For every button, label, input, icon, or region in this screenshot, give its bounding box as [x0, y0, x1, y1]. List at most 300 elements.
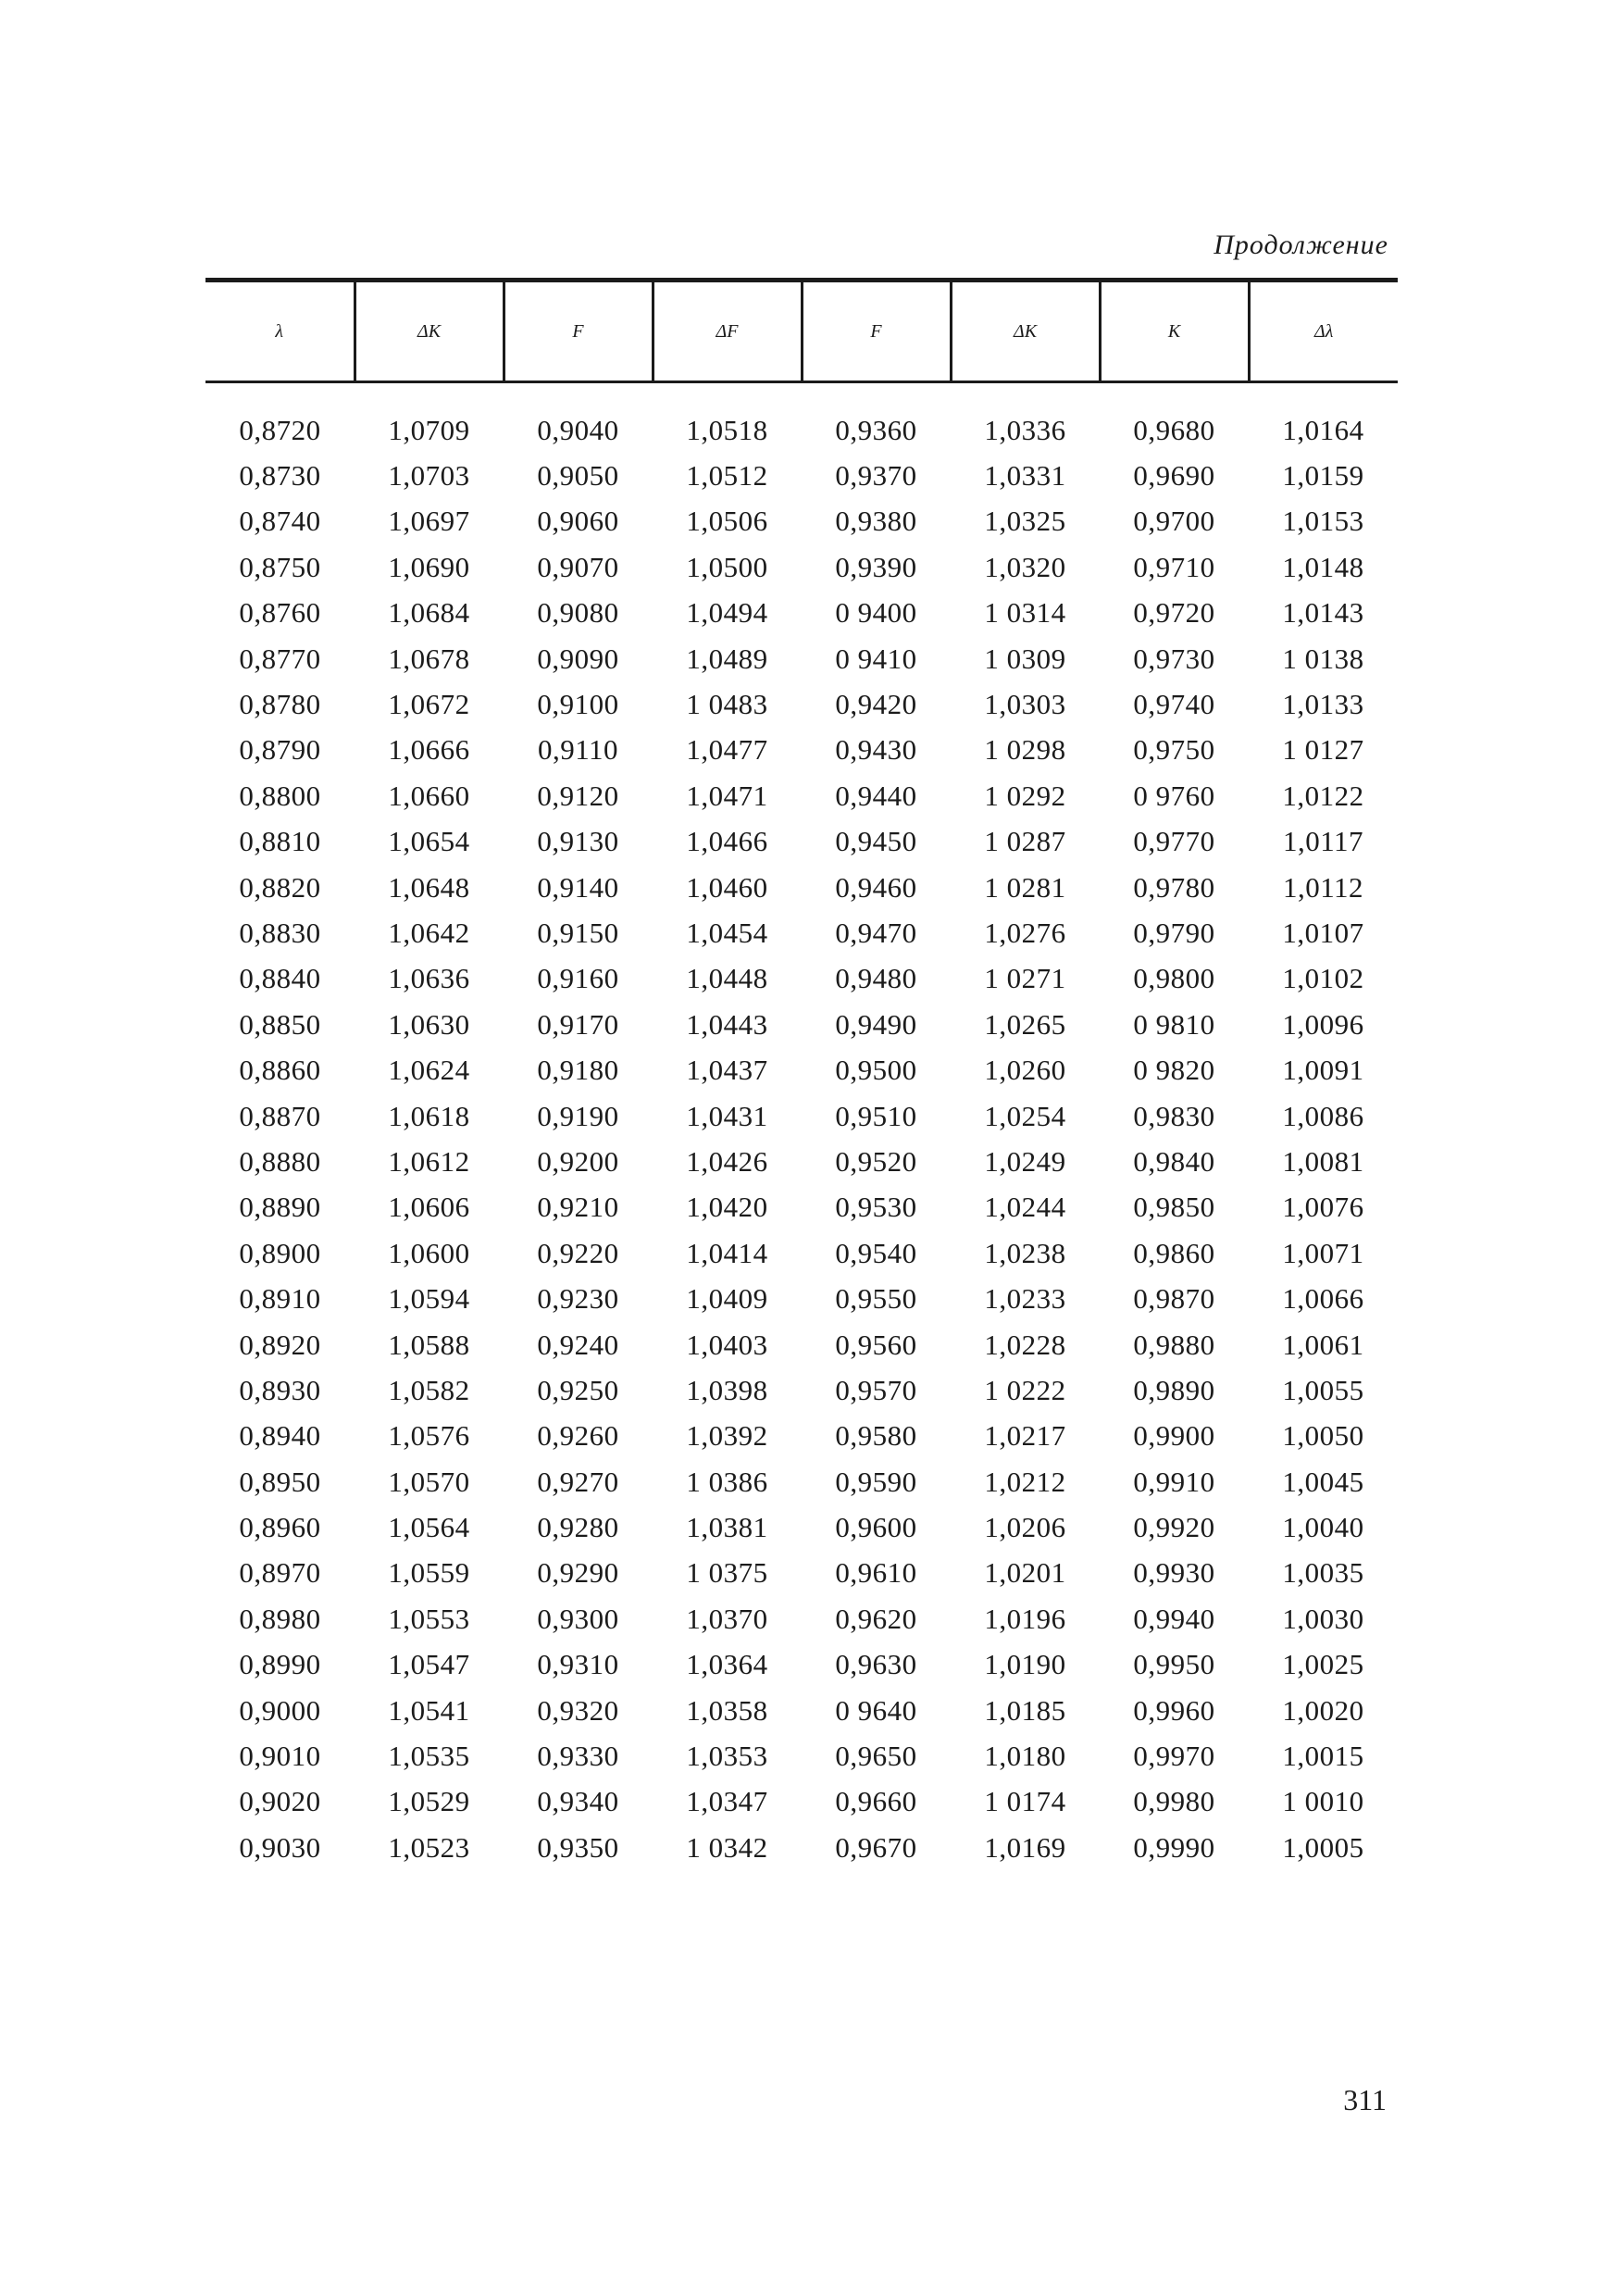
table-row [205, 1779, 1398, 1825]
table-cell: 1,0426 [686, 1144, 768, 1178]
table-cell: 1,0448 [686, 962, 768, 995]
table-cell: 0,9230 [537, 1282, 619, 1316]
table-cell: 1,0630 [388, 1007, 470, 1041]
table-cell: 1,0466 [686, 825, 768, 858]
table-cell: 0,9540 [835, 1236, 917, 1269]
table-cell: 1,0690 [388, 550, 470, 583]
table-cell: 1,0249 [984, 1144, 1066, 1178]
table-cell: 1,0153 [1282, 505, 1364, 538]
table-cell: 0,9660 [835, 1785, 917, 1818]
table-row [205, 499, 1398, 544]
table-cell: 0,9050 [537, 459, 619, 493]
table-cell: 1,0624 [388, 1054, 470, 1087]
table-cell: 1,0535 [388, 1740, 470, 1773]
table-cell: 0,8960 [239, 1511, 321, 1544]
data-table [205, 278, 1398, 1871]
table-cell: 0,9000 [239, 1693, 321, 1727]
table-row [205, 1322, 1398, 1367]
table-cell: 0,8920 [239, 1328, 321, 1361]
table-cell: 1 0309 [984, 642, 1066, 675]
table-row [205, 1367, 1398, 1413]
table-cell: 1,0460 [686, 870, 768, 904]
table-cell: 0,9850 [1133, 1191, 1215, 1224]
table-cell: 0,9150 [537, 916, 619, 949]
table-cell: 0,9160 [537, 962, 619, 995]
table-cell: 0,9730 [1133, 642, 1215, 675]
table-cell: 1,0112 [1282, 870, 1364, 904]
table-cell: 1,0276 [984, 916, 1066, 949]
table-cell: 0,9010 [239, 1740, 321, 1773]
table-cell: 1 0292 [984, 779, 1066, 812]
table-cell: 1,0190 [984, 1648, 1066, 1681]
table-cell: 0,9980 [1133, 1785, 1215, 1818]
table-cell: 0,8900 [239, 1236, 321, 1269]
table-cell: 1 0483 [686, 688, 768, 721]
table-cell: 0,9830 [1133, 1099, 1215, 1132]
table-cell: 1,0553 [388, 1602, 470, 1635]
column-header: F [504, 281, 653, 382]
table-cell: 0,9860 [1133, 1236, 1215, 1269]
table-cell: 0,9880 [1133, 1328, 1215, 1361]
table-cell: 0,9940 [1133, 1602, 1215, 1635]
table-cell: 1,0564 [388, 1511, 470, 1544]
table-cell: 0,9790 [1133, 916, 1215, 949]
table-cell: 0,9840 [1133, 1144, 1215, 1178]
table-cell: 1,0576 [388, 1419, 470, 1453]
table-cell: 1,0122 [1282, 779, 1364, 812]
table-row [205, 1047, 1398, 1092]
table-cell: 1,0035 [1282, 1556, 1364, 1590]
page-number: 311 [1343, 2083, 1387, 2116]
table-cell: 1 0287 [984, 825, 1066, 858]
table-cell: 1,0392 [686, 1419, 768, 1453]
column-header: ΔK [951, 281, 1100, 382]
table-cell: 0,9210 [537, 1191, 619, 1224]
table-cell: 0,9100 [537, 688, 619, 721]
table-cell: 0,9920 [1133, 1511, 1215, 1544]
table-cell: 0,9690 [1133, 459, 1215, 493]
table-cell: 1,0518 [686, 413, 768, 446]
table-cell: 0,9560 [835, 1328, 917, 1361]
table-cell: 0,8850 [239, 1007, 321, 1041]
table-cell: 1,0107 [1282, 916, 1364, 949]
table-cell: 0,8930 [239, 1373, 321, 1406]
table-row [205, 1596, 1398, 1641]
data-table-container [205, 278, 1398, 1871]
table-cell: 0,9450 [835, 825, 917, 858]
table-cell: 0,9720 [1133, 596, 1215, 630]
table-cell: 1,0020 [1282, 1693, 1364, 1727]
table-cell: 1,0512 [686, 459, 768, 493]
table-cell: 1,0091 [1282, 1054, 1364, 1087]
table-cell: 1,0117 [1282, 825, 1364, 858]
table-cell: 0,8750 [239, 550, 321, 583]
table-cell: 1,0217 [984, 1419, 1066, 1453]
table-cell: 0,9650 [835, 1740, 917, 1773]
table-cell: 1,0005 [1282, 1830, 1364, 1864]
table-cell: 1,0233 [984, 1282, 1066, 1316]
table-cell: 0,9590 [835, 1465, 917, 1498]
table-cell: 1,0353 [686, 1740, 768, 1773]
table-cell: 1,0642 [388, 916, 470, 949]
table-cell: 0,9020 [239, 1785, 321, 1818]
table-row [205, 1414, 1398, 1459]
table-header [205, 281, 1398, 382]
table-cell: 0,9570 [835, 1373, 917, 1406]
table-cell: 0,8830 [239, 916, 321, 949]
table-row [205, 1688, 1398, 1733]
table-cell: 0,8990 [239, 1648, 321, 1681]
table-cell: 0,9180 [537, 1054, 619, 1087]
table-cell: 0,9190 [537, 1099, 619, 1132]
column-header: ΔK [355, 281, 504, 382]
table-cell: 1,0025 [1282, 1648, 1364, 1681]
table-cell: 0,9620 [835, 1602, 917, 1635]
table-cell: 1,0684 [388, 596, 470, 630]
table-cell: 0,9060 [537, 505, 619, 538]
table-cell: 1,0159 [1282, 459, 1364, 493]
table-cell: 1,0303 [984, 688, 1066, 721]
table-cell: 1,0648 [388, 870, 470, 904]
table-cell: 1,0600 [388, 1236, 470, 1269]
table-cell: 1,0133 [1282, 688, 1364, 721]
table-cell: 1,0076 [1282, 1191, 1364, 1224]
table-cell: 1,0709 [388, 413, 470, 446]
table-cell: 0,9290 [537, 1556, 619, 1590]
table-cell: 1,0196 [984, 1602, 1066, 1635]
table-cell: 0,8860 [239, 1054, 321, 1087]
table-cell: 1,0180 [984, 1740, 1066, 1773]
table-cell: 0,9110 [537, 733, 619, 767]
table-cell: 0,9030 [239, 1830, 321, 1864]
table-cell: 0,9260 [537, 1419, 619, 1453]
table-cell: 0,9780 [1133, 870, 1215, 904]
table-cell: 0,9170 [537, 1007, 619, 1041]
table-row [205, 1551, 1398, 1596]
table-cell: 1,0454 [686, 916, 768, 949]
table-cell: 0,9630 [835, 1648, 917, 1681]
table-cell: 1,0612 [388, 1144, 470, 1178]
table-cell: 1,0364 [686, 1648, 768, 1681]
table-cell: 0,9870 [1133, 1282, 1215, 1316]
table-cell: 1,0143 [1282, 596, 1364, 630]
table-cell: 1,0347 [686, 1785, 768, 1818]
table-cell: 0,8970 [239, 1556, 321, 1590]
table-cell: 0,9140 [537, 870, 619, 904]
table-cell: 0,9270 [537, 1465, 619, 1498]
table-cell: 1,0582 [388, 1373, 470, 1406]
table-cell: 1 0138 [1282, 642, 1364, 675]
table-cell: 0 9760 [1133, 779, 1215, 812]
table-cell: 1,0431 [686, 1099, 768, 1132]
table-cell: 1,0618 [388, 1099, 470, 1132]
table-cell: 0 9640 [835, 1693, 917, 1727]
column-header: λ [275, 320, 284, 342]
table-row [205, 681, 1398, 727]
table-cell: 0,8880 [239, 1144, 321, 1178]
table-cell: 1 0298 [984, 733, 1066, 767]
table-cell: 1,0403 [686, 1328, 768, 1361]
table-cell: 0,8980 [239, 1602, 321, 1635]
table-cell: 1,0358 [686, 1693, 768, 1727]
table-cell: 0,9300 [537, 1602, 619, 1635]
table-cell: 0,8760 [239, 596, 321, 630]
table-cell: 0,8790 [239, 733, 321, 767]
table-cell: 0 9820 [1133, 1054, 1215, 1087]
table-cell: 1,0015 [1282, 1740, 1364, 1773]
table-cell: 0,9970 [1133, 1740, 1215, 1773]
table-cell: 1,0096 [1282, 1007, 1364, 1041]
table-cell: 1,0506 [686, 505, 768, 538]
table-cell: 0,9520 [835, 1144, 917, 1178]
table-cell: 1,0201 [984, 1556, 1066, 1590]
table-cell: 0,9040 [537, 413, 619, 446]
table-row [205, 453, 1398, 498]
table-row [205, 865, 1398, 910]
table-cell: 1,0636 [388, 962, 470, 995]
column-header: F [802, 281, 951, 382]
table-cell: 0,9390 [835, 550, 917, 583]
table-cell: 1,0238 [984, 1236, 1066, 1269]
table-cell: 0,9930 [1133, 1556, 1215, 1590]
table-cell: 1,0381 [686, 1511, 768, 1544]
table-cell: 1 0342 [686, 1830, 768, 1864]
table-cell: 1,0102 [1282, 962, 1364, 995]
table-cell: 0,9680 [1133, 413, 1215, 446]
table-cell: 1,0420 [686, 1191, 768, 1224]
table-cell: 0,9770 [1133, 825, 1215, 858]
table-cell: 0,9440 [835, 779, 917, 812]
table-cell: 1,0169 [984, 1830, 1066, 1864]
table-cell: 1 0174 [984, 1785, 1066, 1818]
table-cell: 0 9400 [835, 596, 917, 630]
table-cell: 0,8810 [239, 825, 321, 858]
table-cell: 1,0489 [686, 642, 768, 675]
table-cell: 1 0375 [686, 1556, 768, 1590]
table-cell: 1,0437 [686, 1054, 768, 1087]
table-cell: 1,0594 [388, 1282, 470, 1316]
table-cell: 0,9280 [537, 1511, 619, 1544]
table-cell: 0,9580 [835, 1419, 917, 1453]
table-cell: 1,0477 [686, 733, 768, 767]
table-cell: 0,8740 [239, 505, 321, 538]
table-cell: 1,0228 [984, 1328, 1066, 1361]
table-row [205, 1459, 1398, 1504]
table-row [205, 728, 1398, 773]
table-cell: 1,0500 [686, 550, 768, 583]
table-row [205, 1093, 1398, 1139]
table-cell: 1 0127 [1282, 733, 1364, 767]
table-cell: 0,9090 [537, 642, 619, 675]
table-cell: 1,0040 [1282, 1511, 1364, 1544]
table-cell: 0,9510 [835, 1099, 917, 1132]
table-cell: 1 0281 [984, 870, 1066, 904]
table-cell: 0,9500 [835, 1054, 917, 1087]
table-cell: 0,9670 [835, 1830, 917, 1864]
table-row [205, 1825, 1398, 1870]
table-row [205, 773, 1398, 818]
table-row [205, 544, 1398, 590]
table-row [205, 1504, 1398, 1550]
table-cell: 0,9960 [1133, 1693, 1215, 1727]
table-cell: 1,0494 [686, 596, 768, 630]
header-row [205, 281, 1398, 382]
table-cell: 1,0588 [388, 1328, 470, 1361]
table-cell: 1,0212 [984, 1465, 1066, 1498]
table-cell: 0,9430 [835, 733, 917, 767]
table-cell: 0,9220 [537, 1236, 619, 1269]
table-cell: 0,9340 [537, 1785, 619, 1818]
table-cell: 1,0703 [388, 459, 470, 493]
table-cell: 1,0654 [388, 825, 470, 858]
table-cell: 0,8950 [239, 1465, 321, 1498]
table-cell: 1,0570 [388, 1465, 470, 1498]
table-cell: 1 0271 [984, 962, 1066, 995]
table-cell: 0,9990 [1133, 1830, 1215, 1864]
table-cell: 1,0185 [984, 1693, 1066, 1727]
table-row [205, 1230, 1398, 1276]
table-cell: 1,0443 [686, 1007, 768, 1041]
table-cell: 0,9900 [1133, 1419, 1215, 1453]
column-header: ΔF [653, 281, 802, 382]
table-cell: 0,9360 [835, 413, 917, 446]
table-cell: 0,8820 [239, 870, 321, 904]
table-cell: 1,0265 [984, 1007, 1066, 1041]
table-cell: 1,0086 [1282, 1099, 1364, 1132]
table-cell: 1,0414 [686, 1236, 768, 1269]
table-cell: 0,9740 [1133, 688, 1215, 721]
table-cell: 0 9810 [1133, 1007, 1215, 1041]
table-cell: 1,0331 [984, 459, 1066, 493]
table-cell: 1,0148 [1282, 550, 1364, 583]
table-row [205, 1185, 1398, 1230]
table-cell: 1,0660 [388, 779, 470, 812]
table-cell: 1,0081 [1282, 1144, 1364, 1178]
table-cell: 0,8800 [239, 779, 321, 812]
table-cell: 1,0030 [1282, 1602, 1364, 1635]
table-cell: 0,8910 [239, 1282, 321, 1316]
table-cell: 0,9380 [835, 505, 917, 538]
table-cell: 0,9610 [835, 1556, 917, 1590]
table-cell: 1,0055 [1282, 1373, 1364, 1406]
table-cell: 1,0164 [1282, 413, 1364, 446]
table-cell: 1 0010 [1282, 1785, 1364, 1818]
table-cell: 0,9200 [537, 1144, 619, 1178]
table-cell: 1,0547 [388, 1648, 470, 1681]
table-cell: 0,9530 [835, 1191, 917, 1224]
table-cell: 0,9120 [537, 779, 619, 812]
table-row [205, 1642, 1398, 1688]
table-cell: 0,9320 [537, 1693, 619, 1727]
table-row [205, 636, 1398, 681]
table-cell: 0,9330 [537, 1740, 619, 1773]
table-cell: 0,9800 [1133, 962, 1215, 995]
table-cell: 0,9250 [537, 1373, 619, 1406]
table-cell: 0,8770 [239, 642, 321, 675]
table-cell: 0,9080 [537, 596, 619, 630]
table-cell: 1,0254 [984, 1099, 1066, 1132]
table-row [205, 591, 1398, 636]
table-cell: 1,0678 [388, 642, 470, 675]
table-cell: 1 0386 [686, 1465, 768, 1498]
table-cell: 0,8720 [239, 413, 321, 446]
table-cell: 0,9420 [835, 688, 917, 721]
table-cell: 1,0045 [1282, 1465, 1364, 1498]
table-cell: 0,8890 [239, 1191, 321, 1224]
table-cell: 0,8730 [239, 459, 321, 493]
table-cell: 0,9480 [835, 962, 917, 995]
table-cell: 1,0529 [388, 1785, 470, 1818]
table-cell: 1,0471 [686, 779, 768, 812]
table-cell: 0,9910 [1133, 1465, 1215, 1498]
table-cell: 0,9310 [537, 1648, 619, 1681]
table-row [205, 910, 1398, 955]
table-cell: 1,0541 [388, 1693, 470, 1727]
table-cell: 0,9710 [1133, 550, 1215, 583]
table-cell: 1 0222 [984, 1373, 1066, 1406]
table-cell: 0 9410 [835, 642, 917, 675]
table-cell: 1,0050 [1282, 1419, 1364, 1453]
table-cell: 1,0061 [1282, 1328, 1364, 1361]
table-cell: 1,0336 [984, 413, 1066, 446]
table-cell: 1,0672 [388, 688, 470, 721]
table-cell: 0,9130 [537, 825, 619, 858]
table-cell: 1,0666 [388, 733, 470, 767]
table-row [205, 1733, 1398, 1778]
table-cell: 1,0325 [984, 505, 1066, 538]
table-body [205, 382, 1398, 1871]
table-row [205, 382, 1398, 454]
table-cell: 0,9460 [835, 870, 917, 904]
table-cell: 0,9950 [1133, 1648, 1215, 1681]
table-cell: 1,0206 [984, 1511, 1066, 1544]
table-cell: 1,0320 [984, 550, 1066, 583]
table-cell: 1,0606 [388, 1191, 470, 1224]
table-row [205, 819, 1398, 865]
table-cell: 1,0398 [686, 1373, 768, 1406]
table-row [205, 1002, 1398, 1047]
table-cell: 1,0244 [984, 1191, 1066, 1224]
table-cell: 1,0260 [984, 1054, 1066, 1087]
continuation-label: Продолжение [1214, 230, 1388, 260]
table-cell: 0,9600 [835, 1511, 917, 1544]
table-cell: 0,9350 [537, 1830, 619, 1864]
table-cell: 0,9470 [835, 916, 917, 949]
column-header: K [1100, 281, 1249, 382]
table-cell: 1,0559 [388, 1556, 470, 1590]
table-cell: 0,9700 [1133, 505, 1215, 538]
table-cell: 0,8940 [239, 1419, 321, 1453]
table-row [205, 1276, 1398, 1321]
table-cell: 0,8870 [239, 1099, 321, 1132]
table-row [205, 1139, 1398, 1184]
table-cell: 1,0409 [686, 1282, 768, 1316]
table-cell: 0,9550 [835, 1282, 917, 1316]
table-cell: 1,0697 [388, 505, 470, 538]
table-cell: 0,9070 [537, 550, 619, 583]
table-cell: 0,9370 [835, 459, 917, 493]
table-cell: 1 0314 [984, 596, 1066, 630]
column-header: Δλ [1249, 281, 1398, 382]
table-cell: 0,8780 [239, 688, 321, 721]
table-cell: 1,0523 [388, 1830, 470, 1864]
table-cell: 0,9240 [537, 1328, 619, 1361]
table-cell: 1,0066 [1282, 1282, 1364, 1316]
table-cell: 0,9490 [835, 1007, 917, 1041]
table-cell: 1,0370 [686, 1602, 768, 1635]
table-row [205, 956, 1398, 1002]
table-cell: 0,8840 [239, 962, 321, 995]
